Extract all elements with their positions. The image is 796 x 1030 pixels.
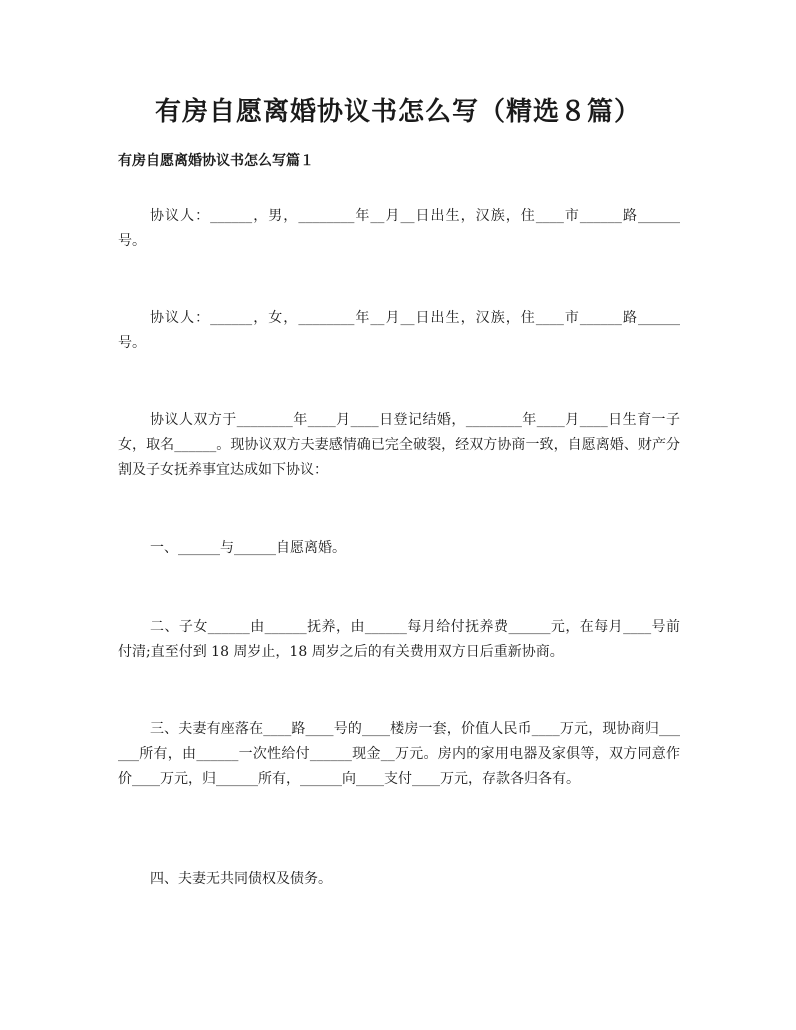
marriage-info-paragraph: 协议人双方于________年____月____日登记结婚，________年____月____日生育一子女，取名______。现协议双方夫妻感情确已完全破裂，经双方协商一致，自愿离婚、财产分割及子女抚养事宜达成如下协议： bbox=[118, 412, 680, 478]
clause-2-paragraph: 二、子女______由______抚养，由______每月给付抚养费______元，在每月____号前付清;直至付到 18 周岁止，18 周岁之后的有关费用双方日后重新协商。 bbox=[118, 619, 680, 660]
section-heading: 有房自愿离婚协议书怎么写篇１ bbox=[118, 153, 314, 169]
clause-4-paragraph: 四、夫妻无共同债权及债务。 bbox=[150, 871, 332, 887]
clause-3-paragraph: 三、夫妻有座落在____路____号的____楼房一套，价值人民币____万元，现协商归______所有，由______一次性给付______现金__万元。房内的家用电器及家俱等，双方同意作价____万元，归______所有，______向____支付____万元，存款各归各有。 bbox=[118, 721, 680, 787]
party-female-paragraph: 协议人：______，女，________年__月__日出生，汉族，住____市______路______号。 bbox=[118, 310, 680, 351]
document-title: 有房自愿离婚协议书怎么写（精选８篇） bbox=[154, 97, 641, 127]
party-male-paragraph: 协议人：______，男，________年__月__日出生，汉族，住____市______路______号。 bbox=[118, 208, 680, 249]
clause-1-paragraph: 一、______与______自愿离婚。 bbox=[150, 540, 346, 556]
